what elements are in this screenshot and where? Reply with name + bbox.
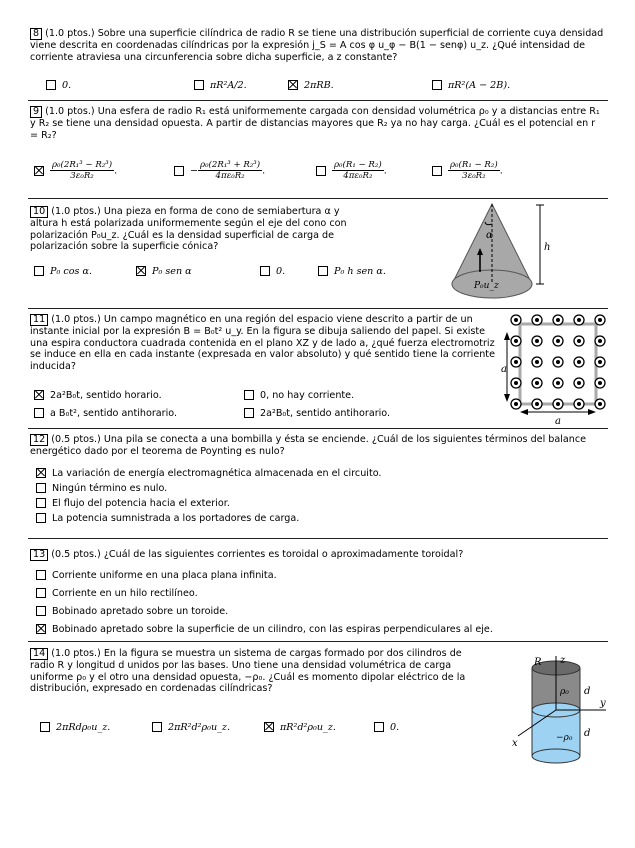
question-number: 8 [30, 28, 42, 40]
radius-label: R [534, 657, 542, 668]
checkbox[interactable] [152, 722, 162, 732]
q13-option-c[interactable]: Bobinado apretado sobre un toroide. [36, 606, 228, 618]
divider [28, 100, 608, 101]
q12-option-d[interactable]: La potencia sumnistrada a los portadores de carga. [36, 513, 299, 525]
field-dot-center [535, 339, 539, 343]
checkbox[interactable] [374, 722, 384, 732]
field-dot-center [556, 360, 560, 364]
y-label: y [600, 698, 606, 709]
checkbox[interactable] [244, 408, 254, 418]
checkbox[interactable] [36, 513, 46, 523]
field-dot-center [598, 381, 602, 385]
q10-option-b[interactable]: P₀ sen α [136, 266, 192, 278]
question-text: (1.0 ptos.) En la figura se muestra un sistema de cargas formado por dos cilindros de radio R y longitud d unidos por las bases. Uno tiene una densidad volumétrica de carga uniforme ρ₀ y el otro una densidad opuesta, −ρ₀. ¿Cuál es momento dipolar eléctrico de la distribución, expresado en cordenadas cilíndricas? [30, 648, 466, 694]
q11-option-b[interactable]: 0, no hay corriente. [244, 390, 354, 402]
q9-option-b[interactable]: − $\frac{\text{ρ₀(2R₁³ + R₂³)}}{\text{4πε₀R₂}}$ . [174, 160, 265, 181]
question-number: 14 [30, 648, 48, 660]
checkbox[interactable] [194, 80, 204, 90]
field-dot-center [556, 402, 560, 406]
checkbox-checked[interactable] [136, 266, 146, 276]
checkbox[interactable] [432, 80, 442, 90]
z-label: z [560, 655, 566, 666]
field-dot-center [535, 360, 539, 364]
q9-option-a[interactable]: $\frac{\text{ρ₀(2R₁³ − R₂³)}}{\text{3ε₀R₂}}$ . [34, 160, 117, 181]
q10-option-a[interactable]: P₀ cos α. [34, 266, 92, 278]
field-dot-center [598, 402, 602, 406]
question-number: 13 [30, 549, 48, 561]
question-13 [30, 549, 605, 561]
divider [28, 198, 608, 199]
field-dot-center [556, 381, 560, 385]
q8-option-d[interactable]: πR²(A − 2B). [432, 80, 510, 92]
field-dots [511, 315, 605, 409]
checkbox[interactable] [432, 166, 442, 176]
q14-option-c[interactable]: πR²d²ρ₀u_z. [264, 722, 336, 734]
q10-option-c[interactable]: 0. [260, 266, 285, 278]
field-dot-center [514, 381, 518, 385]
side-label-bottom: a [555, 416, 561, 427]
q12-option-b[interactable]: Ningún término es nulo. [36, 483, 167, 495]
checkbox-checked[interactable] [288, 80, 298, 90]
height-label: h [544, 242, 551, 253]
field-dot-center [598, 339, 602, 343]
field-dot-center [577, 318, 581, 322]
rho-label: ρ₀ [560, 687, 569, 697]
polarization-label: P₀u_z [474, 281, 499, 291]
divider [28, 308, 608, 309]
alpha-label: α [486, 230, 493, 241]
field-dot-center [556, 318, 560, 322]
divider [28, 641, 608, 642]
side-label-left: a [501, 364, 507, 375]
checkbox-checked[interactable] [36, 468, 46, 478]
q11-option-d[interactable]: 2a²B₀t, sentido antihorario. [244, 408, 390, 420]
checkbox[interactable] [260, 266, 270, 276]
question-text: (0.5 ptos.) Una pila se conecta a una bombilla y ésta se enciende. ¿Cuál de los siguientes términos del balance energético dado por el teorema de Poynting es nulo? [30, 434, 587, 457]
cylinders-figure [508, 654, 608, 770]
magnetic-field-figure [500, 312, 610, 428]
checkbox[interactable] [174, 166, 184, 176]
checkbox[interactable] [36, 498, 46, 508]
field-dot-center [577, 339, 581, 343]
q8-option-b[interactable]: πR²A/2. [194, 80, 247, 92]
divider [28, 428, 608, 429]
question-number: 9 [30, 106, 42, 118]
checkbox[interactable] [40, 722, 50, 732]
field-dot-center [598, 318, 602, 322]
question-text: (0.5 ptos.) ¿Cuál de las siguientes corrientes es toroidal o aproximadamente toroidal? [51, 549, 464, 560]
q12-option-c[interactable]: El flujo del potencia hacia el exterior. [36, 498, 230, 510]
checkbox[interactable] [36, 606, 46, 616]
question-number: 11 [30, 314, 48, 326]
q12-option-a[interactable]: La variación de energía electromagnética almacenada en el circuito. [36, 468, 381, 480]
checkbox[interactable] [36, 588, 46, 598]
q11-option-c[interactable]: a B₀t², sentido antihorario. [34, 408, 177, 420]
field-dot-center [598, 360, 602, 364]
checkbox[interactable] [316, 166, 326, 176]
field-dot-center [514, 402, 518, 406]
field-dot-center [535, 402, 539, 406]
q14-option-d[interactable]: 0. [374, 722, 399, 734]
question-text: (1.0 ptos.) Un campo magnético en una región del espacio viene descrito a partir de un instante inicial por la expresión B = B₀t² u_y. En la figura se dibuja saliendo del papel. Si existe una espira conductora cuadrada contenida en el plano XZ y de lado a, ¿qué fuerza electromotriz se induce en ella en cada instante (expresada en valor absoluto) y qué sentido tiene la corriente inducida? [30, 314, 495, 372]
checkbox-checked[interactable] [36, 624, 46, 634]
question-number: 10 [30, 206, 48, 218]
q13-option-b[interactable]: Corriente en un hilo rectilíneo. [36, 588, 198, 600]
question-text: (1.0 ptos.) Una esfera de radio R₁ está uniformemente cargada con densidad volumétrica ρ₀ y a distancias entre R₁ y R₂ se tiene una densidad opuesta. A partir de distancias mayores que R₂ ya no hay carga. ¿Cuál es el potencial en r = R₂? [30, 106, 600, 141]
checkbox-checked[interactable] [264, 722, 274, 732]
q14-option-a[interactable]: 2πRdρ₀u_z. [40, 722, 110, 734]
cone-figure [450, 202, 600, 306]
question-text: (1.0 ptos.) Una pieza en forma de cono de semiabertura α y altura h está polarizada uniformemente según el eje del cono con polarización P₀u_z. ¿Cuál es la densidad superficial de carga de polarización sobre la superficie cónica? [30, 206, 347, 252]
x-label: x [512, 738, 518, 749]
field-dot-center [556, 339, 560, 343]
checkbox[interactable] [46, 80, 56, 90]
question-14 [30, 648, 470, 695]
checkbox[interactable] [36, 483, 46, 493]
field-dot-center [577, 381, 581, 385]
q8-option-c[interactable]: 2πRB. [288, 80, 334, 92]
q9-option-d[interactable]: $\frac{\text{ρ₀(R₁ − R₂)}}{\text{3ε₀R₂}}$ . [432, 160, 503, 181]
q8-option-a[interactable]: 0. [46, 80, 71, 92]
checkbox[interactable] [318, 266, 328, 276]
checkbox[interactable] [34, 408, 44, 418]
q14-option-b[interactable]: 2πR²d²ρ₀u_z. [152, 722, 230, 734]
q9-option-c[interactable]: $\frac{\text{ρ₀(R₁ − R₂)}}{\text{4πε₀R₂}}$ . [316, 160, 387, 181]
q10-option-d[interactable]: P₀ h sen α. [318, 266, 386, 278]
checkbox-checked[interactable] [34, 166, 44, 176]
question-text: (1.0 ptos.) Sobre una superficie cilíndrica de radio R se tiene una distribución superficial de corriente cuya densidad viene descrita en coordenadas cilíndricas por la expresión j_S = A cos φ u_φ − B(1 − senφ) u_z. ¿Qué intensidad de corriente atraviesa una circunferencia sobre dicha superficie, a z constante? [30, 28, 604, 63]
q13-option-a[interactable]: Corriente uniforme en una placa plana infinita. [36, 570, 277, 582]
question-10 [30, 206, 360, 253]
d-label-top: d [584, 686, 591, 697]
question-8 [30, 28, 605, 63]
question-11 [30, 314, 498, 372]
checkbox[interactable] [36, 570, 46, 580]
checkbox[interactable] [34, 266, 44, 276]
checkbox[interactable] [244, 390, 254, 400]
question-number: 12 [30, 434, 48, 446]
checkbox-checked[interactable] [34, 390, 44, 400]
question-12 [30, 434, 605, 458]
field-dot-center [577, 402, 581, 406]
field-dot-center [535, 381, 539, 385]
divider [28, 538, 608, 539]
d-label-bottom: d [584, 728, 591, 739]
q13-option-d[interactable]: Bobinado apretado sobre la superficie de un cilindro, con las espiras perpendiculares al eje. [36, 624, 493, 636]
neg-rho-label: −ρ₀ [556, 733, 573, 743]
field-dot-center [577, 360, 581, 364]
q11-option-a[interactable]: 2a²B₀t, sentido horario. [34, 390, 162, 402]
field-dot-center [535, 318, 539, 322]
field-dot-center [514, 339, 518, 343]
question-9 [30, 106, 605, 141]
field-dot-center [514, 318, 518, 322]
field-dot-center [514, 360, 518, 364]
